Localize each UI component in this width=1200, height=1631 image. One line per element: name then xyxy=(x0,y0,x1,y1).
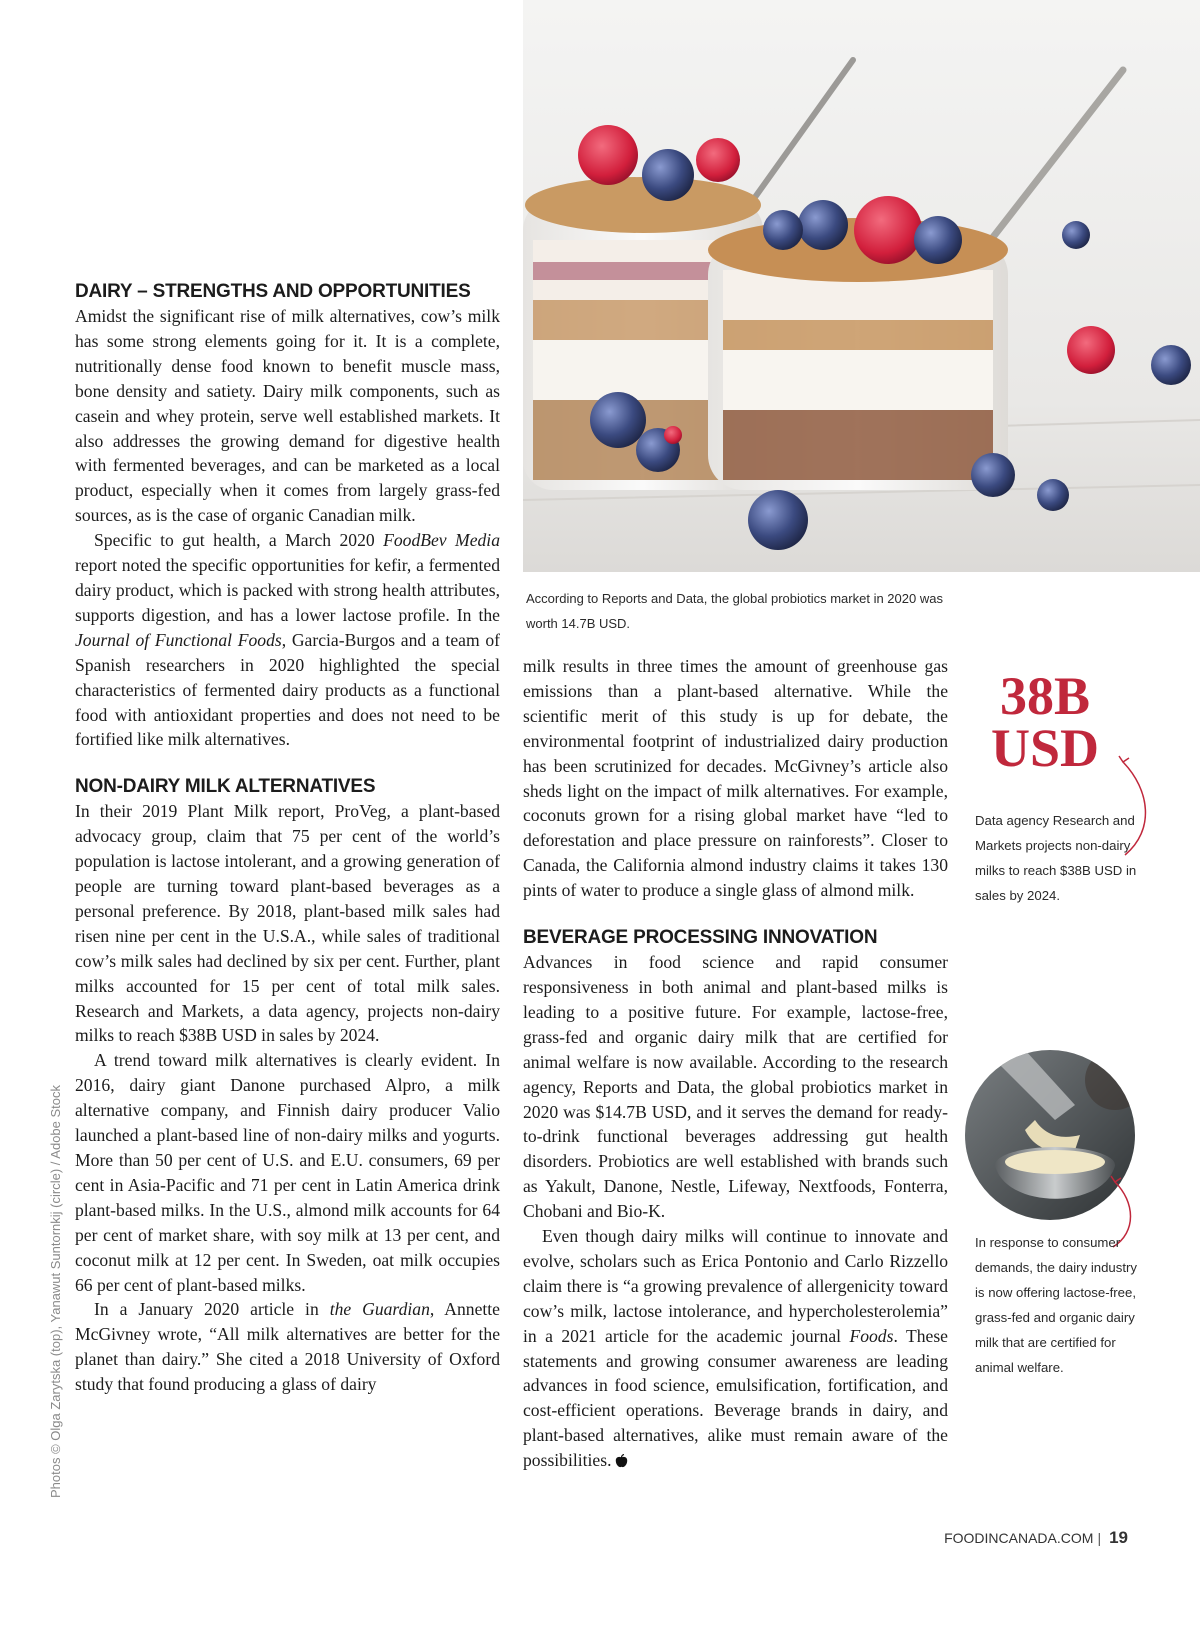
hero-photo xyxy=(523,0,1200,572)
page-number: 19 xyxy=(1109,1528,1128,1547)
paragraph: In their 2019 Plant Milk report, ProVeg, a plant-based advocacy group, claim that 75 per cent of the world’s population is lactose intolerant, and a growing generation of people are turning toward plant-based beverages as a personal preference. By 2018, plant-based milk sales had risen nine per cent in the U.S.A., while sales of traditional cow’s milk sales had declined by six per cent. Further, plant milks accounted for 15 per cent of total milk sales. Research and Markets, a data agency, projects non-dairy milks to reach $38B USD in sales by 2024. xyxy=(75,801,500,1046)
paragraph: A trend toward milk alternatives is clearly evident. In 2016, dairy giant Danone purchased Alpro, a milk alternative company, and Finnish dairy producer Valio launched a plant-based line of non-dairy milks and yogurts. More than 50 per cent of U.S. and E.U. consumers, 69 per cent in Asia-Pacific and 71 per cent in Latin America drink plant-based milks. In the U.S., almond milk accounts for 64 per cent of market share, with soy milk at 13 per cent, and coconut milk at 12 per cent. In Sweden, oat milk occupies 66 per cent of plant-based milks. xyxy=(75,1050,500,1295)
photo-credit: Photos © Olga Zarytska (top), Yanawut Suntornkij (circle) / Adobe Stock xyxy=(48,1084,63,1498)
circle-photo-note: In response to consumer demands, the dairy industry is now offering lactose-free, grass-fed and organic dairy milk that are certified for animal welfare. xyxy=(975,1235,1137,1375)
paragraph: Specific to gut health, a March 2020 FoodBev Media report noted the specific opportunities for kefir, a fermented dairy product, which is packed with strong health attributes, supports digestion, and has a lower lactose profile. In the Journal of Functional Foods, Garcia-Burgos and a team of Spanish researchers in 2020 highlighted the special characteristics of fermented dairy products as a functional food with antioxidant properties and does not need to be fortified like milk alternatives. xyxy=(75,530,500,750)
stat-callout xyxy=(960,666,1130,778)
section-heading-non-dairy: NON-DAIRY MILK ALTERNATIVES xyxy=(75,776,376,798)
stat-note: Data agency Research and Markets projects non-dairy milks to reach $38B USD in sales by 2024. xyxy=(975,813,1137,903)
paragraph: Advances in food science and rapid consumer responsiveness in both animal and plant-based milks is leading to a positive future. For example, lactose-free, grass-fed and organic dairy milk that are certified for animal welfare is now available. According to the research agency, Reports and Data, the global probiotics market in 2020 was $14.7B USD, and it serves the demand for ready-to-drink functional beverages addressing gut health disorders. Probiotics are well established with brands such as Yakult, Danone, Nestle, Lifeway, Nextfoods, Fonterra, Chobani and Bio-K. xyxy=(523,952,948,1222)
paragraph: In a January 2020 article in the Guardian, Annette McGivney wrote, “All milk alternatives are better for the planet than dairy.” She cited a 2018 University of Oxford study that found producing a glass of dairy xyxy=(75,1299,500,1395)
apple-end-icon xyxy=(615,1454,628,1468)
column-middle xyxy=(523,654,948,1473)
page-footer xyxy=(944,1528,1128,1548)
section-heading-beverage: BEVERAGE PROCESSING INNOVATION xyxy=(523,927,878,949)
stat-value: 38B xyxy=(999,666,1091,726)
footer-separator: | xyxy=(1097,1530,1102,1546)
stat-unit: USD xyxy=(990,718,1100,778)
paragraph: milk results in three times the amount of greenhouse gas emissions than a plant-based alternative. While the scientific merit of this study is up for debate, the environmental footprint of industrialized dairy production has been scrutinized for decades. McGivney’s article also sheds light on the impact of milk alternatives. For example, coconuts grown for a rising global market have “led to deforestation and place pressure on rainforests”. Closer to Canada, the California almond industry claims it takes 130 pints of water to produce a single glass of almond milk. xyxy=(523,656,948,901)
section-heading-dairy: DAIRY – STRENGTHS AND OPPORTUNITIES xyxy=(75,281,471,302)
hero-caption: According to Reports and Data, the global probiotics market in 2020 was worth 14.7B USD. xyxy=(526,591,943,631)
column-left xyxy=(75,280,500,1397)
paragraph: Amidst the significant rise of milk alternatives, cow’s milk has some strong elements going for it. It is a complete, nutritionally dense food known to benefit muscle mass, bone density and satiety. Dairy milk components, such as casein and whey protein, serve well established markets. It also addresses the growing demand for digestive health with fermented beverages, and can be marketed as a local product, especially when it comes from largely grass-fed sources, as is the case of organic Canadian milk. xyxy=(75,306,500,526)
footer-site: FOODINCANADA.COM xyxy=(944,1530,1094,1546)
paragraph: Even though dairy milks will continue to innovate and evolve, scholars such as Erica Pontonio and Carlo Rizzello claim there is “a growing prevalence of allergenicity toward cow’s milk, lactose intolerance, and hypercholesterolemia” in a 2021 article for the academic journal Foods. These statements and growing consumer awareness are leading advances in food science, emulsification, fortification, and cost-efficient operations. Beverage brands in dairy, and plant-based alternatives, alike must remain aware of the possibilities. xyxy=(523,1226,948,1471)
